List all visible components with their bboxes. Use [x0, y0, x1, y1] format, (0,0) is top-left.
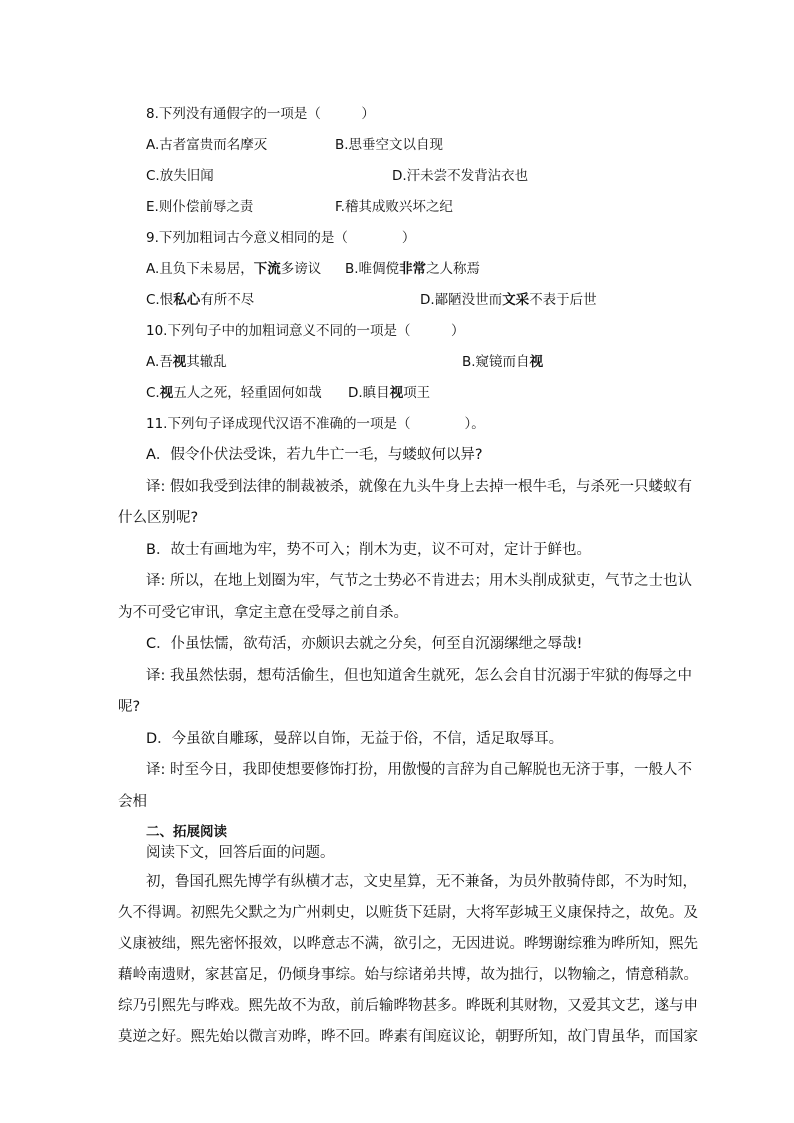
- q9-c-text-after: 有所不尽: [200, 292, 255, 308]
- q8-option-e: E.则仆偿前辱之责: [146, 199, 254, 215]
- q10-a-text-after: 其辙乱: [186, 354, 227, 370]
- q8-option-a: A.古者富贵而名摩灭: [146, 137, 268, 153]
- q10-c-text-before: C.: [146, 385, 160, 401]
- q11-option-c: C．仆虽怯懦，欲苟活，亦颇识去就之分矣，何至自沉溺缧绁之辱哉!: [146, 636, 583, 652]
- q11-b-translation-line1: 译: 所以，在地上划圈为牢，气节之士势必不肯进去；用木头削成狱吏，气节之士也认: [146, 573, 692, 589]
- q11-b-translation-line2: 为不可受它审讯，拿定主意在受辱之前自杀。: [118, 605, 408, 621]
- q9-c-bold-word: 私心: [173, 292, 201, 308]
- q10-a-bold-word: 视: [172, 354, 187, 370]
- q9-d-text-before: D.鄙陋没世而: [420, 292, 503, 308]
- q10-option-c: [146, 383, 322, 403]
- q11-c-translation-line2: 呢?: [118, 699, 141, 715]
- q10-b-bold-word: 视: [529, 354, 544, 370]
- q9-option-d: [420, 290, 597, 310]
- q10-option-b: [462, 352, 543, 372]
- passage-line: 综乃引熙先与晔戏。熙先故不为敌，前后输晔物甚多。晔既利其财物，又爱其文艺，遂与申: [118, 998, 698, 1014]
- passage-line: 初，鲁国孔熙先博学有纵横才志，文史星算，无不兼备，为员外散骑侍郎，不为时知，: [146, 874, 697, 890]
- q11-a-translation-line1: 译: 假如我受到法律的制裁被杀，就像在九头牛身上去掉一根牛毛，与杀死一只蝼蚁有: [146, 479, 692, 495]
- q10-d-bold-word: 视: [389, 385, 404, 401]
- q9-option-a: [146, 259, 321, 279]
- q9-d-text-after: 不表于后世: [529, 292, 597, 308]
- q9-d-bold-word: 文采: [502, 292, 530, 308]
- q9-b-text-after: 之人称焉: [426, 261, 481, 277]
- q10-d-text-before: D.瞋目: [348, 385, 390, 401]
- q11-option-a: A．假令仆伏法受诛，若九牛亡一毛，与蝼蚁何以异?: [146, 447, 483, 463]
- q8-option-b: B.思垂空文以自现: [335, 137, 444, 153]
- q10-stem: 10.下列句子中的加粗词意义不同的一项是（ ）: [146, 323, 465, 339]
- reading-instruction: 阅读下文，回答后面的问题。: [146, 845, 335, 861]
- passage-line: 久不得调。初熙先父默之为广州刺史，以赃货下廷尉，大将军彭城王义康保持之，故免。及: [118, 905, 698, 921]
- passage-line: 义康被绌，熙先密怀报效，以晔意志不满，欲引之，无因进说。晔甥谢综雅为晔所知，熙先: [118, 936, 698, 952]
- q11-a-translation-line2: 什么区别呢?: [118, 510, 199, 526]
- q8-option-d: D.汗未尝不发背沾衣也: [392, 168, 529, 184]
- q10-option-a: [146, 352, 227, 372]
- q11-d-translation-line2: 会相: [118, 794, 147, 810]
- passage-line: 莫逆之好。熙先始以微言劝晔，晔不回。晔素有闺庭议论，朝野所知，故门胄虽华，而国家: [118, 1029, 698, 1045]
- q11-option-b: B．故士有画地为牢，势不可入；削木为吏，议不可对，定计于鲜也。: [146, 542, 591, 558]
- q11-c-translation-line1: 译: 我虽然怯弱，想苟活偷生，但也知道舍生就死，怎么会自甘沉溺于牢狱的侮辱之中: [146, 668, 692, 684]
- section-heading: 二、拓展阅读: [146, 824, 227, 840]
- q10-c-bold-word: 视: [159, 385, 174, 401]
- q9-b-text-before: B.唯倜傥: [345, 261, 400, 277]
- q11-d-translation-line1: 译: 时至今日，我即使想要修饰打扮，用傲慢的言辞为自己解脱也无济于事，一般人不: [146, 762, 692, 778]
- q10-option-d: [348, 383, 430, 403]
- q9-c-text-before: C.恨: [146, 292, 174, 308]
- q9-a-text-before: A.且负下未易居，: [146, 261, 254, 277]
- q9-option-c: [146, 290, 254, 310]
- q11-option-d: D．今虽欲自雕琢，曼辞以自饰，无益于俗，不信，适足取辱耳。: [146, 731, 564, 747]
- passage-line: 藉岭南遗财，家甚富足，仍倾身事综。始与综诸弟共博，故为拙行，以物输之，情意稍款。: [118, 967, 698, 983]
- q10-c-text-after: 五人之死，轻重固何如哉: [173, 385, 322, 401]
- q10-d-text-after: 项王: [403, 385, 431, 401]
- q10-a-text-before: A.吾: [146, 354, 173, 370]
- q9-a-bold-word: 下流: [253, 261, 281, 277]
- q9-option-b: [345, 259, 480, 279]
- q11-stem: 11.下列句子译成现代汉语不准确的一项是（ ）。: [146, 416, 485, 432]
- q9-b-bold-word: 非常: [399, 261, 427, 277]
- q9-a-text-after: 多谤议: [280, 261, 322, 277]
- q10-b-text-before: B.窥镜而自: [462, 354, 530, 370]
- q8-option-c: C.放失旧闻: [146, 168, 214, 184]
- q8-option-f: F.稽其成败兴坏之纪: [335, 199, 453, 215]
- q8-stem: 8.下列没有通假字的一项是（ ）: [146, 106, 375, 122]
- q9-stem: 9.下列加粗词古今意义相同的是（ ）: [146, 230, 416, 246]
